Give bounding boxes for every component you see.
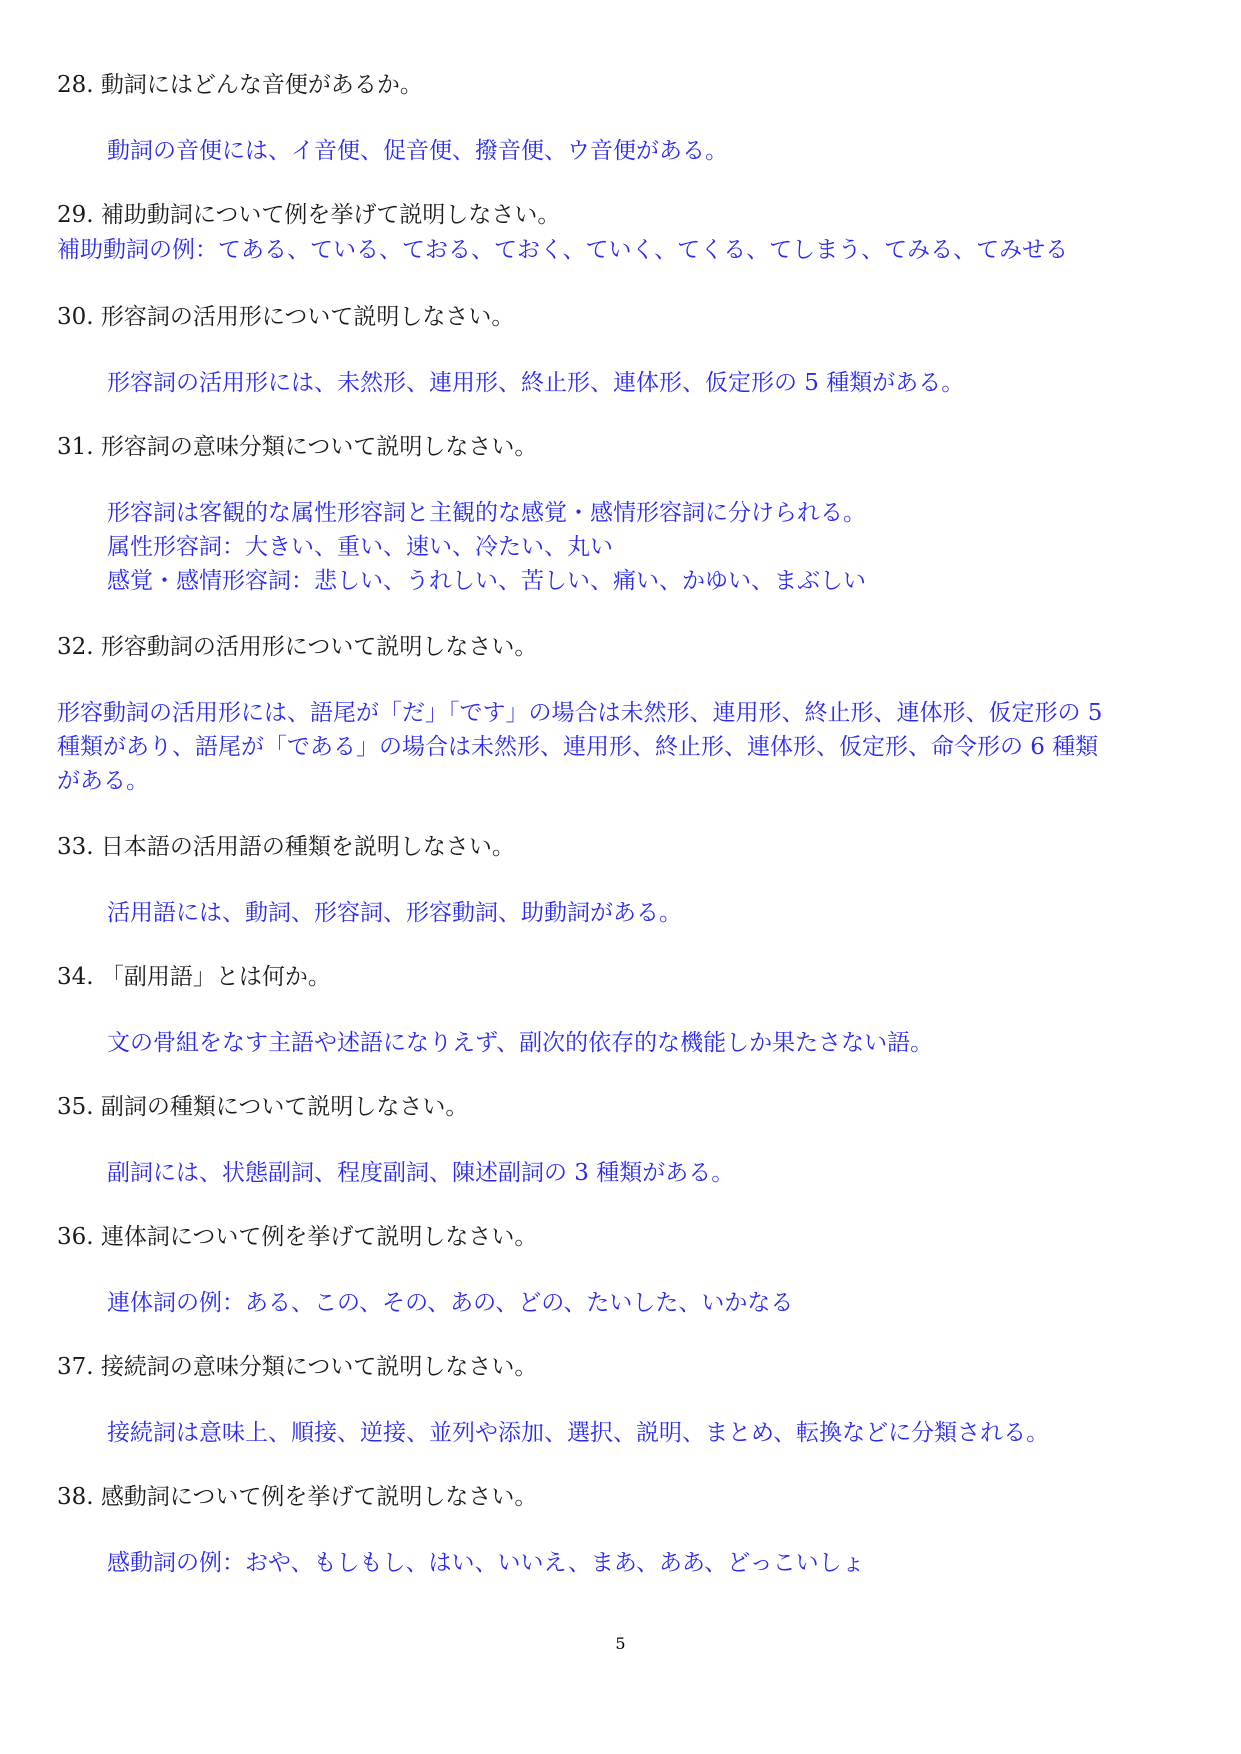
answer-38: 感動詞の例：おや、もしもし、はい、いいえ、まあ、ああ、どっこいしょ bbox=[107, 1550, 865, 1576]
answer-32-line-1: 形容動詞の活用形には、語尾が「だ」「です」の場合は未然形、連用形、終止形、連体形、仮定形の 5 bbox=[57, 700, 1103, 726]
question-28: 28. 動詞にはどんな音便があるか。 bbox=[57, 72, 423, 98]
question-29: 29. 補助動詞について例を挙げて説明しなさい。 bbox=[57, 202, 561, 228]
question-35: 35. 副詞の種類について説明しなさい。 bbox=[57, 1094, 469, 1120]
answer-31-line-3: 感覚・感情形容詞：悲しい、うれしい、苦しい、痛い、かゆい、まぶしい bbox=[107, 568, 866, 594]
answer-31-line-1: 形容詞は客観的な属性形容詞と主観的な感覚・感情形容詞に分けられる。 bbox=[107, 500, 866, 526]
answer-34: 文の骨組をなす主語や述語になりえず、副次的依存的な機能しか果たさない語。 bbox=[107, 1030, 934, 1056]
question-38: 38. 感動詞について例を挙げて説明しなさい。 bbox=[57, 1484, 538, 1510]
question-31: 31. 形容詞の意味分類について説明しなさい。 bbox=[57, 434, 538, 460]
page-number: 5 bbox=[615, 1634, 626, 1653]
question-32: 32. 形容動詞の活用形について説明しなさい。 bbox=[57, 634, 538, 660]
answer-35: 副詞には、状態副詞、程度副詞、陳述副詞の 3 種類がある。 bbox=[107, 1160, 735, 1186]
answer-29: 補助動詞の例：てある、ている、ておる、ておく、ていく、てくる、てしまう、てみる、てみせる bbox=[57, 237, 1069, 263]
answer-28: 動詞の音便には、イ音便、促音便、撥音便、ウ音便がある。 bbox=[107, 138, 728, 164]
answer-32-line-2: 種類があり、語尾が「である」の場合は未然形、連用形、終止形、連体形、仮定形、命令形の 6 種類 bbox=[57, 734, 1099, 760]
answer-30: 形容詞の活用形には、未然形、連用形、終止形、連体形、仮定形の 5 種類がある。 bbox=[107, 370, 965, 396]
answer-33: 活用語には、動詞、形容詞、形容動詞、助動詞がある。 bbox=[107, 900, 682, 926]
question-33: 33. 日本語の活用語の種類を説明しなさい。 bbox=[57, 834, 515, 860]
answer-31-line-2: 属性形容詞：大きい、重い、速い、冷たい、丸い bbox=[107, 534, 613, 560]
answer-37: 接続詞は意味上、順接、逆接、並列や添加、選択、説明、まとめ、転換などに分類される。 bbox=[107, 1420, 1050, 1446]
question-36: 36. 連体詞について例を挙げて説明しなさい。 bbox=[57, 1224, 538, 1250]
question-30: 30. 形容詞の活用形について説明しなさい。 bbox=[57, 304, 515, 330]
question-37: 37. 接続詞の意味分類について説明しなさい。 bbox=[57, 1354, 538, 1380]
answer-32-line-3: がある。 bbox=[57, 768, 149, 794]
answer-36: 連体詞の例：ある、この、その、あの、どの、たいした、いかなる bbox=[107, 1290, 794, 1316]
question-34: 34. 「副用語」とは何か。 bbox=[57, 964, 331, 990]
